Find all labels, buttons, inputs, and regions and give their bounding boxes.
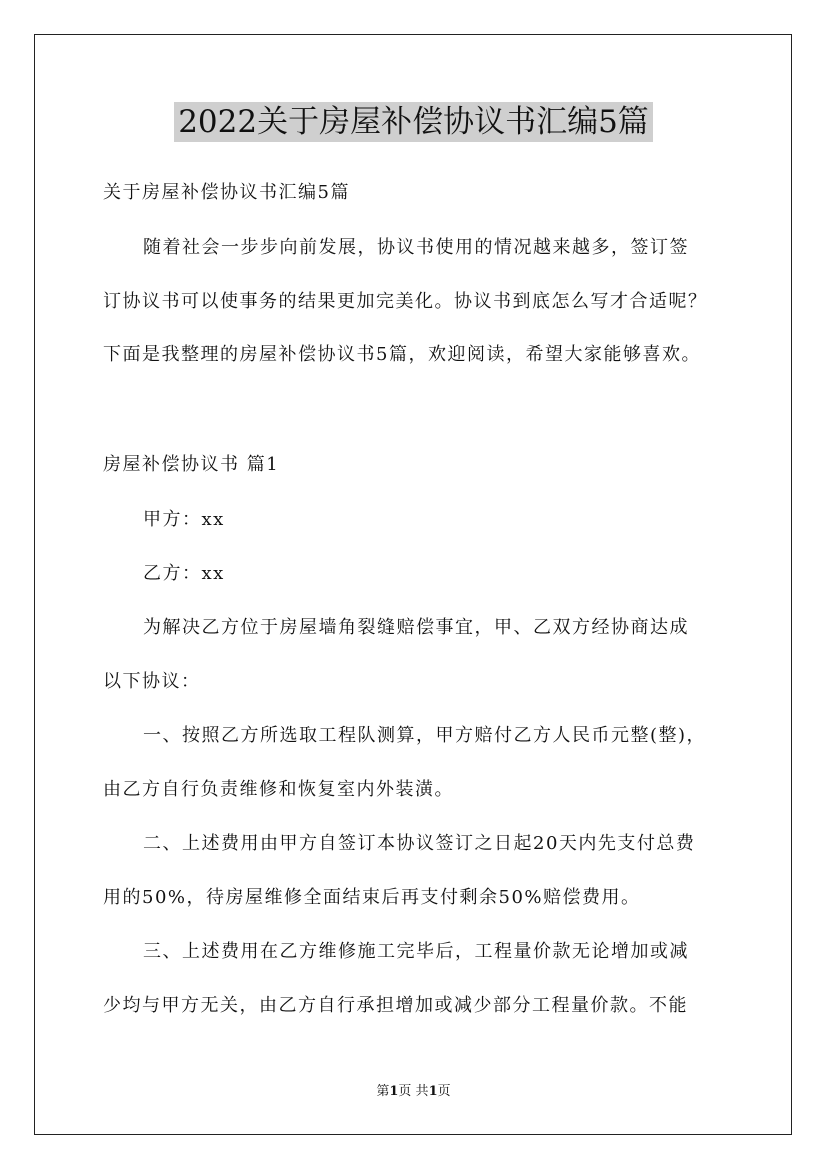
footer-page-total: 1 (428, 1084, 438, 1099)
body-line-6: 用的50%，待房屋维修全面结束后再支付剩余50%赔偿费用。 (103, 887, 641, 908)
page-footer (0, 1083, 827, 1101)
party-b: 乙方：xx (143, 563, 225, 584)
footer-prefix: 第 (376, 1084, 390, 1099)
section-heading: 房屋补偿协议书 篇1 (103, 454, 280, 475)
footer-page-current: 1 (389, 1084, 399, 1099)
body-line-5: 二、上述费用由甲方自签订本协议签订之日起20天内先支付总费 (143, 833, 696, 854)
body-line-3: 一、按照乙方所选取工程队测算，甲方赔付乙方人民币元整(整)， (143, 725, 707, 746)
body-line-4: 由乙方自行负责维修和恢复室内外装潢。 (103, 779, 454, 800)
body-line-8: 少均与甲方无关，由乙方自行承担增加或减少部分工程量价款。不能 (103, 995, 688, 1016)
title-container (0, 102, 827, 142)
footer-suffix: 页 (437, 1084, 451, 1099)
footer-mid: 页 共 (398, 1084, 429, 1099)
party-a: 甲方：xx (143, 509, 225, 530)
body-line-7: 三、上述费用在乙方维修施工完毕后，工程量价款无论增加或减 (143, 941, 689, 962)
intro-line-3: 下面是我整理的房屋补偿协议书5篇，欢迎阅读，希望大家能够喜欢。 (103, 344, 701, 365)
document-subtitle: 关于房屋补偿协议书汇编5篇 (103, 182, 350, 203)
intro-line-2: 订协议书可以使事务的结果更加完美化。协议书到底怎么写才合适呢？ (103, 291, 708, 312)
body-line-2: 以下协议： (103, 671, 201, 692)
document-title: 2022关于房屋补偿协议书汇编5篇 (174, 102, 653, 142)
body-line-1: 为解决乙方位于房屋墙角裂缝赔偿事宜，甲、乙双方经协商达成 (143, 617, 689, 638)
intro-line-1: 随着社会一步步向前发展，协议书使用的情况越来越多，签订签 (143, 237, 689, 258)
